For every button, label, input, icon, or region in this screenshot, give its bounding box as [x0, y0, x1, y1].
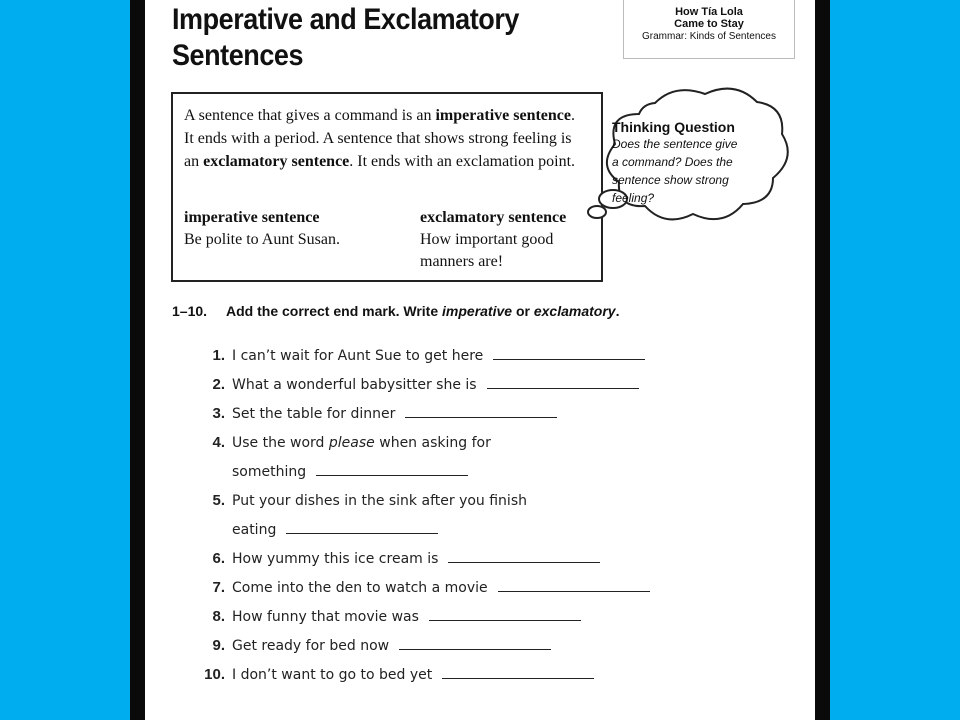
- answer-blank-5[interactable]: [286, 521, 438, 534]
- exclamatory-heading: exclamatory sentence: [420, 209, 567, 226]
- imperative-heading: imperative sentence: [184, 209, 320, 226]
- answer-blank-7[interactable]: [498, 579, 650, 592]
- item-text: Put your dishes in the sink after you finish: [232, 493, 527, 509]
- exercise-item-9: [203, 637, 551, 655]
- exercise-item-3: [203, 405, 557, 423]
- item-text: when asking for: [374, 435, 491, 451]
- info-story-line-2: Came to Stay: [674, 18, 744, 30]
- item-number: 2.: [212, 376, 225, 393]
- item-number: 5.: [212, 492, 225, 509]
- instructions-word-exclamatory: exclamatory: [533, 303, 616, 319]
- title-line-2: Sentences: [172, 39, 304, 72]
- answer-blank-6[interactable]: [448, 550, 600, 563]
- item-text: Come into the den to watch a movie: [232, 580, 488, 596]
- exercise-item-5-cont: [203, 521, 438, 539]
- exercise-item-10: [203, 666, 594, 684]
- instructions-text-3: .: [615, 303, 620, 319]
- item-text: something: [232, 464, 307, 480]
- worksheet-page: [145, 0, 815, 720]
- item-emphasis: please: [328, 435, 375, 451]
- answer-blank-3[interactable]: [405, 405, 557, 418]
- answer-blank-8[interactable]: [429, 608, 581, 621]
- rule-term-imperative: imperative sentence: [435, 107, 571, 124]
- title-line-1: Imperative and Exclamatory: [172, 3, 519, 36]
- left-frame-border: [130, 0, 145, 720]
- thinking-question-line-1: Does the sentence give: [612, 137, 738, 151]
- item-text: Get ready for bed now: [232, 638, 390, 654]
- thinking-question-line-4: feeling?: [612, 191, 655, 205]
- item-number: 8.: [212, 608, 225, 625]
- exclamatory-example-text: How important good manners are!: [420, 231, 554, 270]
- exercise-item-7: [203, 579, 650, 597]
- exercise-item-5: [203, 492, 527, 510]
- exercise-item-4: [203, 434, 491, 452]
- answer-blank-4[interactable]: [316, 463, 468, 476]
- item-text: How yummy this ice cream is: [232, 551, 439, 567]
- exercise-item-4-cont: [203, 463, 468, 481]
- item-text: Use the word: [232, 435, 329, 451]
- instructions-range: 1–10.: [172, 303, 208, 319]
- answer-blank-9[interactable]: [399, 637, 551, 650]
- answer-blank-10[interactable]: [442, 666, 594, 679]
- item-number: 6.: [212, 550, 225, 567]
- instructions-text-2: or: [512, 303, 534, 319]
- thinking-question-heading: Thinking Question: [612, 119, 735, 135]
- exercise-list: [145, 0, 815, 720]
- instructions-word-imperative: imperative: [442, 303, 513, 319]
- instructions-text-1: Add the correct end mark. Write: [226, 303, 443, 319]
- rule-text-2: . It ends with a period. A sentence that shows strong feeling is an: [184, 107, 575, 170]
- item-text: eating: [232, 522, 277, 538]
- thinking-question-line-3: sentence show strong: [612, 173, 729, 187]
- info-topic: Grammar: Kinds of Sentences: [642, 31, 776, 42]
- item-text: What a wonderful babysitter she is: [232, 377, 477, 393]
- item-number: 4.: [212, 434, 225, 451]
- item-number: 9.: [212, 637, 225, 654]
- item-number: 3.: [212, 405, 225, 422]
- item-text: How funny that movie was: [232, 609, 419, 625]
- exercise-item-8: [203, 608, 581, 626]
- exercise-item-2: [203, 376, 639, 394]
- item-number: 10.: [204, 666, 225, 683]
- imperative-example-text: Be polite to Aunt Susan.: [184, 231, 340, 248]
- exercise-item-6: [203, 550, 600, 568]
- item-text: Set the table for dinner: [232, 406, 396, 422]
- info-story-line-1: How Tía Lola: [675, 6, 743, 18]
- item-text: I don’t want to go to bed yet: [232, 667, 433, 683]
- item-number: 1.: [212, 347, 225, 364]
- rule-text-3: . It ends with an exclamation point.: [349, 153, 576, 170]
- answer-blank-2[interactable]: [487, 376, 639, 389]
- rule-text-1: A sentence that gives a command is an: [184, 107, 436, 124]
- rule-term-exclamatory: exclamatory sentence: [203, 153, 350, 170]
- right-frame-border: [815, 0, 830, 720]
- answer-blank-1[interactable]: [493, 347, 645, 360]
- item-number: 7.: [212, 579, 225, 596]
- item-text: I can’t wait for Aunt Sue to get here: [232, 348, 484, 364]
- thinking-question-line-2: a command? Does the: [612, 155, 733, 169]
- exercise-item-1: [203, 347, 645, 365]
